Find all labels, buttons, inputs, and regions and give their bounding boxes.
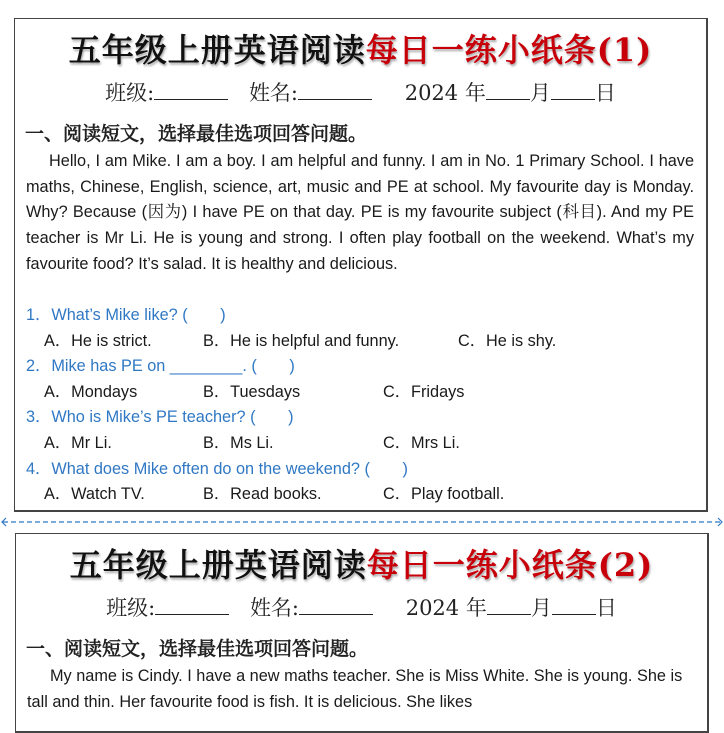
question-3: 3．Who is Mike’s PE teacher? ( ) xyxy=(26,408,294,427)
month-blank[interactable] xyxy=(487,596,531,615)
reading-passage: My name is Cindy. I have a new maths teacher. She is Miss White. She is young. She is tall and thin. Her favourite food is fish. It is delicious. She likes xyxy=(27,667,683,711)
day-label: 日 xyxy=(595,596,617,620)
option-c[interactable]: C．He is shy. xyxy=(458,331,557,350)
class-label: 班级: xyxy=(105,81,155,105)
option-b[interactable]: B．Read books. xyxy=(203,485,322,504)
class-label: 班级: xyxy=(106,596,156,620)
section-heading: 一、阅读短文，选择最佳选项回答问题。 xyxy=(26,638,369,660)
question-1-options xyxy=(26,329,696,355)
worksheet-title xyxy=(15,25,706,71)
option-c[interactable]: C．Play football. xyxy=(383,485,505,504)
option-a[interactable]: A．Mondays xyxy=(44,382,138,401)
name-label: 姓名: xyxy=(249,596,300,620)
month-blank[interactable] xyxy=(486,81,530,100)
worksheet-card-1 xyxy=(14,18,708,512)
option-a[interactable]: A．Mr Li. xyxy=(44,433,112,452)
question-3-options xyxy=(26,431,696,457)
day-blank[interactable] xyxy=(551,81,595,100)
name-blank[interactable] xyxy=(298,81,372,100)
question-4: 4．What does Mike often do on the weekend? ( ) xyxy=(26,459,408,478)
cut-line-separator xyxy=(0,516,724,528)
option-b[interactable]: B．Ms Li. xyxy=(203,433,274,452)
day-label: 日 xyxy=(594,81,616,105)
option-c[interactable]: C．Mrs Li. xyxy=(383,433,460,452)
title-grade-text: 五年级上册英语阅读 xyxy=(69,546,367,584)
month-label: 月 xyxy=(530,596,552,620)
question-4-options xyxy=(26,482,696,508)
option-a[interactable]: A．He is strict. xyxy=(44,331,152,350)
section-heading: 一、阅读短文，选择最佳选项回答问题。 xyxy=(25,123,368,145)
option-a[interactable]: A．Watch TV. xyxy=(44,485,145,504)
title-grade-text: 五年级上册英语阅读 xyxy=(68,31,366,69)
name-label: 姓名: xyxy=(248,81,299,105)
student-info-row xyxy=(16,592,707,622)
question-2: 2．Mike has PE on ________. ( ) xyxy=(26,357,295,376)
option-b[interactable]: B．He is helpful and funny. xyxy=(203,331,400,350)
reading-passage: Hello, I am Mike. I am a boy. I am helpful and funny. I am in No. 1 Primary School. I have maths, Chinese, English, science, art, music and PE at school. My favourite day is Monday. Why? Because (因为) I have PE on that day. PE is my favourite subject (科目). And my PE teacher is Mr Li. He is young and strong. I often play football on the weekend. What’s my favourite food? It’s salad. It is healthy and delicious. xyxy=(26,152,694,273)
title-daily-practice-text: 每日一练小纸条(2) xyxy=(366,546,654,584)
day-blank[interactable] xyxy=(552,596,596,615)
title-daily-practice-text: 每日一练小纸条(1) xyxy=(365,31,653,69)
name-blank[interactable] xyxy=(299,596,373,615)
class-blank[interactable] xyxy=(154,81,228,100)
question-1: 1．What’s Mike like? ( ) xyxy=(26,306,226,324)
month-label: 月 xyxy=(529,81,551,105)
class-blank[interactable] xyxy=(155,596,229,615)
question-list xyxy=(26,303,696,508)
worksheet-card-2 xyxy=(15,533,709,733)
option-b[interactable]: B．Tuesdays xyxy=(203,382,301,401)
option-c[interactable]: C．Fridays xyxy=(383,382,465,401)
worksheet-title xyxy=(16,540,707,586)
question-2-options xyxy=(26,380,696,406)
year-label: 2024 年 xyxy=(404,81,486,105)
student-info-row xyxy=(15,77,706,107)
year-label: 2024 年 xyxy=(405,596,487,620)
